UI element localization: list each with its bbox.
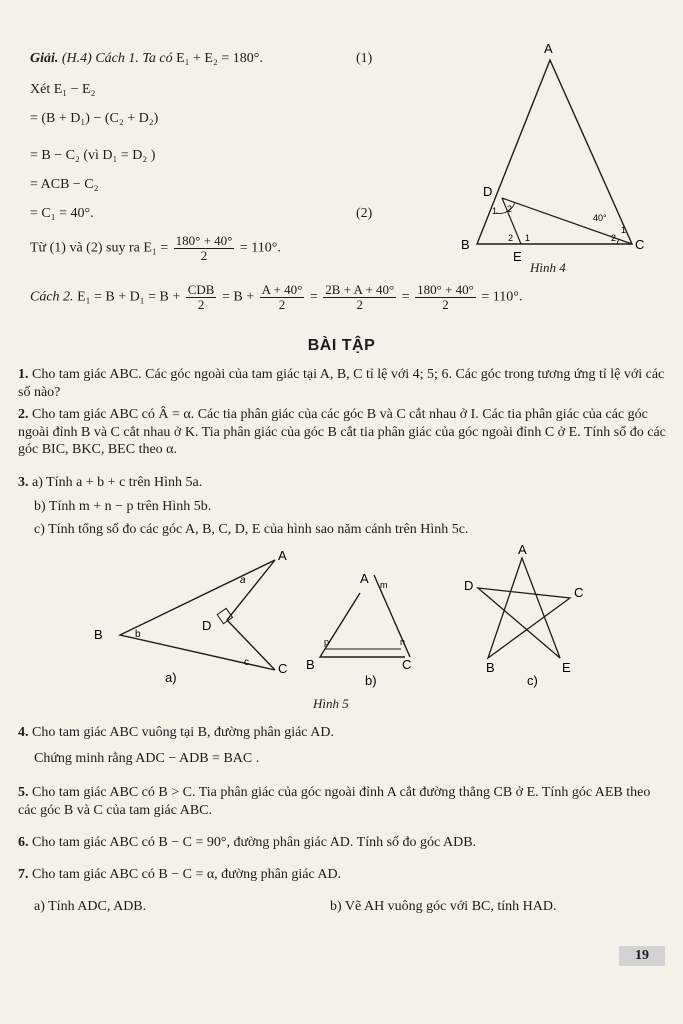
method2-expr: E₁ = B + D₁ = B + xyxy=(77,289,181,305)
figure-4-diagram xyxy=(455,38,655,278)
method2-f1-den: 2 xyxy=(197,297,205,312)
fig4-angle-40: 40° xyxy=(593,213,607,223)
fig5c-sub: c) xyxy=(527,673,538,688)
fig5c-label-e: E xyxy=(562,660,571,675)
fig5b-sub: b) xyxy=(365,673,377,688)
figure-5c-diagram xyxy=(460,540,600,690)
method2-mid: = B + xyxy=(221,289,255,305)
section-title: BÀI TẬP xyxy=(307,337,376,354)
method2-f1-num: CDB xyxy=(187,282,215,297)
line7-num: 180° + 40° xyxy=(175,233,233,248)
fig4-label-b: B xyxy=(461,237,470,252)
solution-expr-1: E₁ + E₂ = 180°. xyxy=(176,51,263,66)
exercise-number: 6. xyxy=(18,835,29,850)
method2-f4-num: 180° + 40° xyxy=(417,282,474,297)
fig5a-outer-lines xyxy=(120,560,275,670)
fig5a-angle-c: c xyxy=(244,657,249,668)
exercise-7b xyxy=(330,898,650,916)
solution-line-2: Xét E₁ − E₂ xyxy=(30,82,96,97)
method2-fraction-2 xyxy=(260,283,305,312)
figure-4-caption: Hình 4 xyxy=(530,260,566,275)
fig5b-angle-n: n xyxy=(400,637,406,647)
exercise-text: Chứng minh rằng ADC − ADB = BAC . xyxy=(34,751,260,766)
method-2-line: Cách 2. E₁ = B + D₁ = B + CDB 2 = B + $\frac{A + 40^\circ}{2}$ = $\frac{2B + A + 40^\circ}{2}$ = $\frac{180^\circ + 40^\circ}{2}$ = 110°. xyxy=(30,282,523,312)
exercise-number: 2. xyxy=(18,407,29,422)
method2-f3-num: 2B + A + 40° xyxy=(325,282,395,297)
solution-label: Giải. xyxy=(30,51,59,66)
fig5a-angle-b: b xyxy=(135,629,141,640)
exercise-text: Cho tam giác ABC có Â = α. Các tia phân giác của các góc B và C cắt nhau ở I. Các tia phân giác của các góc ngoài đỉnh B và C cắt nhau ở K. Tia phân giác của góc B cắt tia phân giác của góc ngoài đỉnh C ở E. Tính số đo các góc BIC, BKC, BEC theo α. xyxy=(18,407,666,457)
figure-5a-diagram xyxy=(80,545,300,690)
fig5c-label-b: B xyxy=(486,660,495,675)
solution-line-5: = ACB − C₂ xyxy=(30,177,99,192)
fig4-label-c: C xyxy=(635,237,645,252)
fig5b-triangle xyxy=(320,593,405,657)
solution-line-1 xyxy=(30,50,263,67)
exercise-text: b) Tính m + n − p trên Hình 5b. xyxy=(34,499,212,514)
fig4-d2: 2 xyxy=(507,204,513,214)
exercise-7 xyxy=(18,866,666,884)
exercise-5 xyxy=(18,784,666,819)
fig5a-angle-a: a xyxy=(240,575,246,586)
fig5c-label-a: A xyxy=(518,542,527,557)
page-number: 19 xyxy=(619,946,665,966)
method2-fraction-1 xyxy=(186,283,217,312)
line7-den: 2 xyxy=(200,248,208,263)
line7-prefix: Từ (1) và (2) suy ra E₁ = xyxy=(30,240,169,256)
exercise-number: 1. xyxy=(18,367,29,382)
fig5a-label-b: B xyxy=(94,627,103,642)
fig5a-sub: a) xyxy=(165,670,177,685)
solution-line-6: = C₁ = 40°. xyxy=(30,206,94,221)
angle-mark-c xyxy=(617,239,619,244)
fig5a-label-a: A xyxy=(278,548,287,563)
method2-f4-den: 2 xyxy=(442,297,449,312)
fig4-e1: 1 xyxy=(525,233,531,243)
fig4-e2: 2 xyxy=(508,233,514,243)
exercise-number: 3. xyxy=(18,475,29,490)
exercise-text: Cho tam giác ABC có B > C. Tia phân giác của góc ngoài đỉnh A cắt đường thẳng CB ở E. Tính góc AEB theo các góc B và C của tam giác ABC. xyxy=(18,785,651,818)
solution-line-4: = B − C₂ (vì D₁ = D₂ ) xyxy=(30,148,156,163)
exercise-text: c) Tính tổng số đo các góc A, B, C, D, E của hình sao năm cánh trên Hình 5c. xyxy=(34,522,469,537)
exercise-number: 4. xyxy=(18,725,29,740)
fig5b-label-b: B xyxy=(306,657,315,672)
method2-f3-den: 2 xyxy=(356,297,363,312)
exercise-text: Cho tam giác ABC. Các góc ngoài của tam giác tại A, B, C tỉ lệ với 4; 5; 6. Các góc trong tương ứng tỉ lệ với các số nào? xyxy=(18,367,665,400)
fig5c-label-c: C xyxy=(574,585,584,600)
fig5a-label-d: D xyxy=(202,618,212,633)
solution-method-1: (H.4) Cách 1. Ta có xyxy=(61,51,173,66)
exercise-7a xyxy=(34,898,314,916)
exercise-2 xyxy=(18,406,666,459)
exercise-3a xyxy=(18,474,666,492)
fig4-d1: 1 xyxy=(492,206,498,216)
fig5b-label-a: A xyxy=(360,571,369,586)
exercise-text: a) Tính ADC, ADB. xyxy=(34,899,147,914)
exercise-4 xyxy=(18,724,666,742)
method2-fraction-4 xyxy=(415,283,476,312)
fig5b-label-c: C xyxy=(402,657,412,672)
exercise-3c xyxy=(34,521,682,539)
method2-f2-den: 2 xyxy=(278,297,286,312)
exercise-4-proof xyxy=(34,750,682,768)
line7-fraction xyxy=(174,234,235,263)
exercise-number: 7. xyxy=(18,867,29,882)
line7-suffix: = 110°. xyxy=(239,240,281,256)
equation-tag-2: (2) xyxy=(356,206,373,221)
exercise-3b xyxy=(34,498,682,516)
exercise-text: Cho tam giác ABC vuông tại B, đường phân giác AD. xyxy=(32,725,334,740)
fig4-label-d: D xyxy=(483,184,493,199)
figure-5-caption: Hình 5 xyxy=(313,696,349,711)
fig5b-angle-m: m xyxy=(380,580,388,590)
exercise-1 xyxy=(18,366,666,401)
fig5c-star xyxy=(478,558,570,658)
exercise-number: 5. xyxy=(18,785,29,800)
method2-label: Cách 2. xyxy=(30,289,74,305)
fig4-label-a: A xyxy=(544,41,553,56)
solution-line-3: = (B + D₁) − (C₂ + D₂) xyxy=(30,111,159,126)
figure-5b-diagram xyxy=(300,565,460,690)
fig4-c1: 1 xyxy=(621,225,627,235)
exercise-text: b) Vẽ AH vuông góc với BC, tính HAD. xyxy=(330,899,557,914)
method2-fraction-3 xyxy=(323,283,396,312)
method2-result: = 110°. xyxy=(481,289,523,305)
exercise-text: Cho tam giác ABC có B − C = α, đường phân giác AD. xyxy=(32,867,342,882)
fig5c-label-d: D xyxy=(464,578,474,593)
fig5a-inner-lines xyxy=(227,560,275,670)
exercise-6 xyxy=(18,834,666,852)
exercise-text: Cho tam giác ABC có B − C = 90°, đường phân giác AD. Tính số đo góc ADB. xyxy=(32,835,477,850)
fig4-c2: 2 xyxy=(611,233,617,243)
equation-tag-1: (1) xyxy=(356,51,373,66)
solution-line-7 xyxy=(30,234,281,263)
fig5a-label-c: C xyxy=(278,661,288,676)
fig4-label-e: E xyxy=(513,249,522,264)
exercise-text: a) Tính a + b + c trên Hình 5a. xyxy=(32,475,203,490)
method2-f2-num: A + 40° xyxy=(261,282,303,297)
fig5b-angle-p: p xyxy=(324,637,330,647)
